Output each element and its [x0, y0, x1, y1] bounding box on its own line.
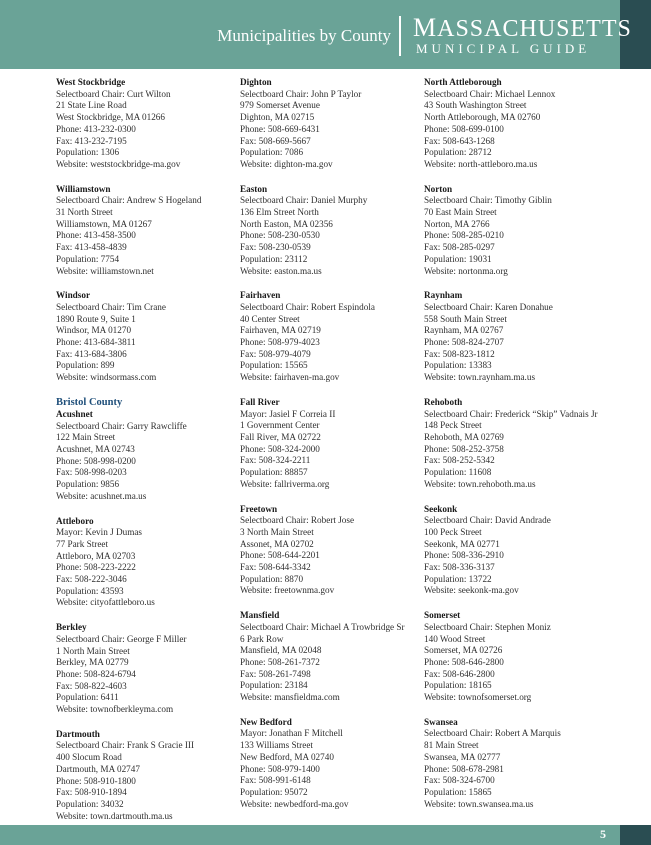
population-line: Population: 13383	[424, 360, 492, 371]
info-line: 558 South Main Street	[424, 313, 507, 324]
website-line: Website: nortonma.org	[424, 265, 508, 276]
phone-line: Phone: 508-644-2201	[240, 550, 320, 561]
website-line: Website: seekonk-ma.gov	[424, 585, 519, 596]
fax-line: Fax: 508-222-3046	[56, 574, 127, 585]
population-line: Population: 13722	[424, 573, 492, 584]
municipality-entry	[424, 77, 604, 171]
population-line: Population: 7754	[56, 253, 120, 264]
population-line: Population: 88857	[240, 467, 308, 478]
fax-line: Fax: 508-822-4603	[56, 680, 127, 691]
official-line: Selectboard Chair: Karen Donahue	[424, 301, 553, 312]
header-title	[413, 15, 632, 42]
info-line: West Stockbridge, MA 01266	[56, 112, 165, 123]
info-line: Somerset, MA 02726	[424, 645, 503, 656]
municipality-name: Swansea	[424, 716, 458, 727]
website-line: Website: cityofattleboro.us	[56, 597, 155, 608]
website-line: Website: williamstown.net	[56, 265, 154, 276]
population-line: Population: 19031	[424, 253, 492, 264]
population-line: Population: 18165	[424, 680, 492, 691]
municipality-name: Somerset	[424, 610, 461, 621]
info-line: 70 East Main Street	[424, 207, 497, 218]
phone-line: Phone: 508-230-0530	[240, 230, 320, 241]
header-title-cap: M	[413, 13, 438, 42]
official-line: Selectboard Chair: Stephen Moniz	[424, 621, 551, 632]
info-line: 1 North Main Street	[56, 645, 130, 656]
header-divider	[399, 16, 401, 56]
fax-line: Fax: 413-684-3806	[56, 348, 127, 359]
phone-line: Phone: 508-979-4023	[240, 337, 320, 348]
info-line: 148 Peck Street	[424, 420, 482, 431]
municipality-entry	[240, 290, 420, 384]
municipality-entry	[56, 290, 236, 384]
footer-accent-block	[620, 825, 651, 845]
population-line: Population: 899	[56, 360, 115, 371]
municipality-entry	[424, 184, 604, 278]
phone-line: Phone: 508-678-2981	[424, 763, 504, 774]
official-line: Selectboard Chair: Robert Jose	[240, 515, 355, 526]
municipality-name: North Attleborough	[424, 77, 502, 87]
official-line: Selectboard Chair: Timothy Giblin	[424, 195, 552, 206]
info-line: 81 Main Street	[424, 740, 479, 751]
municipality-name: Seekonk	[424, 503, 458, 514]
municipality-entry	[56, 516, 236, 610]
info-line: North Easton, MA 02356	[240, 218, 333, 229]
population-line: Population: 11608	[424, 467, 492, 478]
info-line: 21 State Line Road	[56, 100, 127, 111]
population-line: Population: 1306	[56, 147, 120, 158]
official-line: Mayor: Kevin J Dumas	[56, 527, 142, 538]
official-line: Selectboard Chair: Robert A Marquis	[424, 728, 561, 739]
municipality-entry	[240, 397, 420, 491]
fax-line: Fax: 413-458-4839	[56, 242, 127, 253]
website-line: Website: town.swansea.ma.us	[424, 798, 534, 809]
column-3	[424, 77, 604, 823]
fax-line: Fax: 508-261-7498	[240, 668, 311, 679]
municipality-name: Fairhaven	[240, 290, 281, 301]
info-line: Rehoboth, MA 02769	[424, 431, 504, 442]
fax-line: Fax: 508-336-3137	[424, 562, 495, 573]
municipality-entry	[424, 610, 604, 704]
municipality-entry	[240, 77, 420, 171]
official-line: Selectboard Chair: Tim Crane	[56, 301, 166, 312]
municipality-entry	[240, 717, 420, 811]
municipality-entry	[56, 622, 236, 716]
info-line: New Bedford, MA 02740	[240, 751, 334, 762]
header-subtitle: Municipalities by County	[217, 26, 391, 45]
info-line: 43 South Washington Street	[424, 100, 527, 111]
municipality-name: Freetown	[240, 503, 278, 514]
fax-line: Fax: 508-285-0297	[424, 242, 495, 253]
official-line: Selectboard Chair: Curt Wilton	[56, 88, 171, 99]
info-line: Fall River, MA 02722	[240, 431, 321, 442]
phone-line: Phone: 508-285-0210	[424, 230, 504, 241]
official-line: Selectboard Chair: Frank S Gracie III	[56, 740, 195, 751]
website-line: Website: townofberkleyma.com	[56, 704, 174, 715]
municipality-name: New Bedford	[240, 716, 292, 727]
official-line: Selectboard Chair: David Andrade	[424, 515, 551, 526]
municipality-name: Rehoboth	[424, 396, 463, 407]
fax-line: Fax: 508-646-2800	[424, 668, 495, 679]
municipality-name: Dartmouth	[56, 728, 100, 739]
info-line: Dartmouth, MA 02747	[56, 763, 140, 774]
website-line: Website: acushnet.ma.us	[56, 490, 147, 501]
population-line: Population: 7086	[240, 147, 304, 158]
fax-line: Fax: 508-991-6148	[240, 775, 311, 786]
info-line: 133 Williams Street	[240, 740, 313, 751]
official-line: Mayor: Jasiel F Correia II	[240, 408, 336, 419]
population-line: Population: 95072	[240, 786, 308, 797]
phone-line: Phone: 413-684-3811	[56, 337, 136, 348]
website-line: Website: mansfieldma.com	[240, 692, 340, 703]
fax-line: Fax: 508-324-2211	[240, 455, 311, 466]
population-line: Population: 28712	[424, 147, 492, 158]
info-line: Berkley, MA 02779	[56, 657, 129, 668]
official-line: Selectboard Chair: Frederick “Skip” Vadnais Jr	[424, 408, 598, 419]
phone-line: Phone: 508-261-7372	[240, 656, 320, 667]
population-line: Population: 43593	[56, 585, 124, 596]
population-line: Population: 23184	[240, 680, 308, 691]
official-line: Selectboard Chair: Michael Lennox	[424, 88, 556, 99]
phone-line: Phone: 508-979-1400	[240, 763, 320, 774]
website-line: Website: newbedford-ma.gov	[240, 798, 349, 809]
municipality-entry	[56, 397, 236, 503]
column-1	[56, 77, 236, 835]
info-line: Windsor, MA 01270	[56, 325, 132, 336]
municipality-name: Williamstown	[56, 183, 111, 194]
fax-line: Fax: 508-643-1268	[424, 135, 495, 146]
info-line: 140 Wood Street	[424, 633, 486, 644]
official-line: Selectboard Chair: Michael A Trowbridge Sr	[240, 621, 405, 632]
phone-line: Phone: 508-824-2707	[424, 337, 504, 348]
info-line: Swansea, MA 02777	[424, 751, 501, 762]
fax-line: Fax: 508-230-0539	[240, 242, 311, 253]
info-line: Seekonk, MA 02771	[424, 538, 500, 549]
official-line: Selectboard Chair: Daniel Murphy	[240, 195, 368, 206]
header-title-rest: ASSACHUSETTS	[437, 16, 632, 42]
info-line: Assonet, MA 02702	[240, 538, 314, 549]
population-line: Population: 34032	[56, 798, 124, 809]
population-line: Population: 6411	[56, 692, 119, 703]
fax-line: Fax: 508-823-1812	[424, 348, 495, 359]
municipality-entry	[424, 717, 604, 811]
info-line: Norton, MA 2766	[424, 218, 490, 229]
phone-line: Phone: 508-699-0100	[424, 123, 504, 134]
fax-line: Fax: 508-644-3342	[240, 562, 311, 573]
municipality-name: Norton	[424, 183, 453, 194]
municipality-name: Mansfield	[240, 610, 280, 621]
phone-line: Phone: 508-998-0200	[56, 455, 136, 466]
page-number: 5	[600, 827, 606, 841]
info-line: 122 Main Street	[56, 432, 116, 443]
municipality-entry	[424, 290, 604, 384]
official-line: Selectboard Chair: Andrew S Hogeland	[56, 195, 202, 206]
info-line: 979 Somerset Avenue	[240, 100, 320, 111]
municipality-entry	[56, 77, 236, 171]
fax-line: Fax: 508-910-1894	[56, 787, 127, 798]
info-line: 40 Center Street	[240, 313, 300, 324]
population-line: Population: 23112	[240, 253, 308, 264]
municipality-entry	[56, 184, 236, 278]
population-line: Population: 15565	[240, 360, 308, 371]
municipality-name: Acushnet	[56, 408, 93, 419]
website-line: Website: town.raynham.ma.us	[424, 372, 536, 383]
official-line: Selectboard Chair: John P Taylor	[240, 88, 362, 99]
column-2	[240, 77, 420, 823]
website-line: Website: windsormass.com	[56, 372, 157, 383]
website-line: Website: dighton-ma.gov	[240, 158, 333, 169]
info-line: Mansfield, MA 02048	[240, 645, 322, 656]
fax-line: Fax: 413-232-7195	[56, 135, 127, 146]
info-line: Fairhaven, MA 02719	[240, 325, 321, 336]
info-line: 1 Government Center	[240, 420, 320, 431]
phone-line: Phone: 508-223-2222	[56, 562, 136, 573]
official-line: Selectboard Chair: George F Miller	[56, 633, 187, 644]
phone-line: Phone: 508-252-3758	[424, 443, 504, 454]
phone-line: Phone: 508-336-2910	[424, 550, 504, 561]
population-line: Population: 9856	[56, 479, 120, 490]
website-line: Website: north-attleboro.ma.us	[424, 158, 538, 169]
phone-line: Phone: 413-458-3500	[56, 230, 136, 241]
info-line: 3 North Main Street	[240, 526, 314, 537]
website-line: Website: freetownma.gov	[240, 585, 335, 596]
website-line: Website: fallriverma.org	[240, 478, 330, 489]
population-line: Population: 15865	[424, 786, 492, 797]
municipality-entry	[240, 184, 420, 278]
website-line: Website: weststockbridge-ma.gov	[56, 158, 181, 169]
phone-line: Phone: 508-910-1800	[56, 775, 136, 786]
municipality-name: Fall River	[240, 396, 280, 407]
fax-line: Fax: 508-979-4079	[240, 348, 311, 359]
website-line: Website: town.rehoboth.ma.us	[424, 478, 536, 489]
info-line: Williamstown, MA 01267	[56, 218, 152, 229]
municipality-name: Easton	[240, 183, 268, 194]
header-guide-label: MUNICIPAL GUIDE	[416, 41, 591, 56]
website-line: Website: fairhaven-ma.gov	[240, 372, 340, 383]
info-line: 100 Peck Street	[424, 526, 482, 537]
info-line: Raynham, MA 02767	[424, 325, 504, 336]
info-line: 77 Park Street	[56, 538, 109, 549]
phone-line: Phone: 508-324-2000	[240, 443, 320, 454]
population-line: Population: 8870	[240, 573, 304, 584]
phone-line: Phone: 508-669-6431	[240, 123, 320, 134]
website-line: Website: townofsomerset.org	[424, 692, 532, 703]
phone-line: Phone: 413-232-0300	[56, 123, 136, 134]
municipality-name: West Stockbridge	[56, 77, 126, 87]
info-line: 31 North Street	[56, 207, 113, 218]
fax-line: Fax: 508-324-6700	[424, 775, 495, 786]
info-line: Attleboro, MA 02703	[56, 550, 136, 561]
website-line: Website: easton.ma.us	[240, 265, 322, 276]
info-line: 6 Park Row	[240, 633, 284, 644]
municipality-name: Berkley	[56, 622, 87, 633]
fax-line: Fax: 508-252-5342	[424, 455, 495, 466]
fax-line: Fax: 508-998-0203	[56, 467, 127, 478]
municipality-name: Raynham	[424, 290, 463, 301]
official-line: Selectboard Chair: Garry Rawcliffe	[56, 420, 187, 431]
fax-line: Fax: 508-669-5667	[240, 135, 311, 146]
municipality-entry	[424, 397, 604, 491]
county-heading: Bristol County	[56, 396, 123, 408]
info-line: 400 Slocum Road	[56, 752, 122, 763]
municipality-entry	[424, 504, 604, 598]
info-line: Dighton, MA 02715	[240, 112, 315, 123]
phone-line: Phone: 508-824-6794	[56, 668, 136, 679]
municipality-entry	[240, 610, 420, 704]
info-line: North Attleborough, MA 02760	[424, 112, 541, 123]
municipality-name: Windsor	[56, 290, 91, 301]
municipality-entry	[56, 729, 236, 823]
municipality-name: Dighton	[240, 77, 272, 87]
website-line: Website: town.dartmouth.ma.us	[56, 810, 173, 821]
info-line: 1890 Route 9, Suite 1	[56, 313, 136, 324]
info-line: Acushnet, MA 02743	[56, 443, 135, 454]
info-line: 136 Elm Street North	[240, 207, 319, 218]
municipality-entry	[240, 504, 420, 598]
municipality-name: Attleboro	[56, 515, 94, 526]
official-line: Selectboard Chair: Robert Espindola	[240, 301, 375, 312]
phone-line: Phone: 508-646-2800	[424, 656, 504, 667]
footer-bar	[0, 825, 651, 845]
official-line: Mayor: Jonathan F Mitchell	[240, 728, 343, 739]
